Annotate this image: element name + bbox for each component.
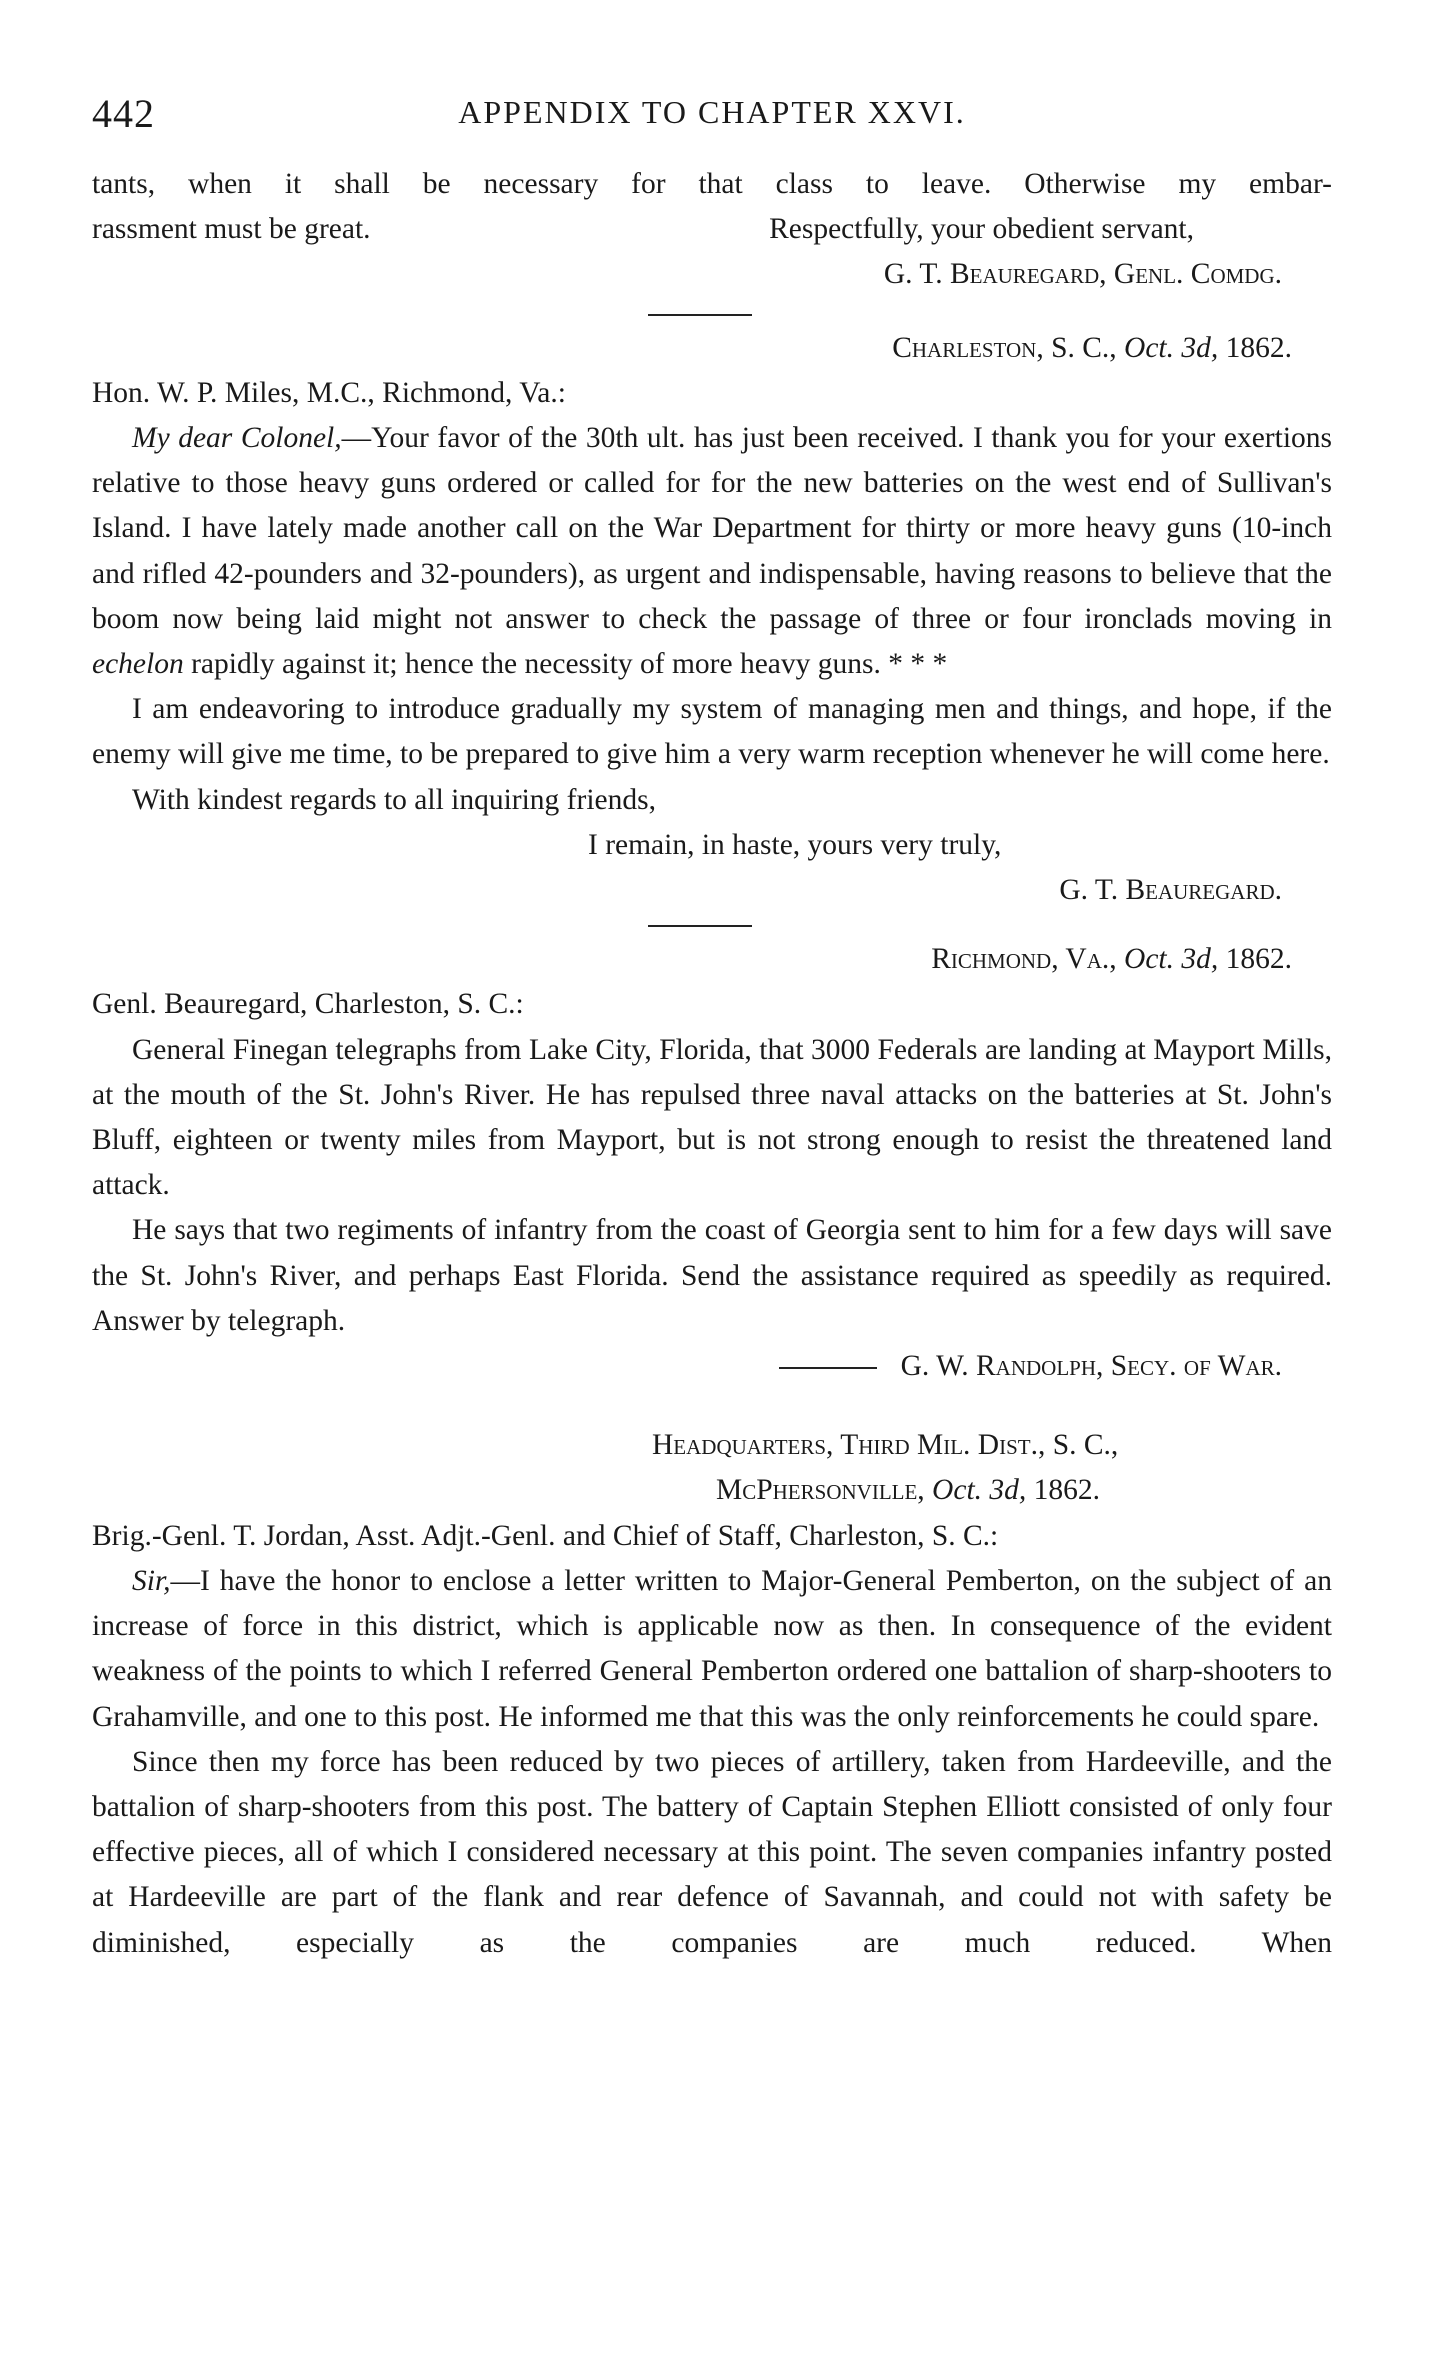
letter-miles <box>92 326 1332 914</box>
paragraph: I am endeavoring to introduce gradually my system of managing men and things, and hope, if the enemy will give me time, to be prepared to give him a very warm reception whenever he will come here. <box>92 693 1332 771</box>
paragraph-text: —I have the honor to enclose a letter written to Major-General Pemberton, on the subject of an increase of force in this district, which is applicable now as then. In consequence of the evident weakness of the points to which I referred General Pemberton ordered one battalion of sharp-shooters to Grahamville, and one to this post. He informed me that this was the only reinforcements he could spare. <box>92 1564 1332 1733</box>
closing-line: With kindest regards to all inquiring friends, <box>132 783 656 816</box>
signature: G. T. Beauregard, Genl. Comdg. <box>883 258 1282 291</box>
paragraph: Since then my force has been reduced by two pieces of artillery, taken from Hardeeville, and the battalion of sharp-shooters from this post. The battery of Captain Stephen Elliott consisted of only four effective pieces, all of which I considered necessary at this point. The seven companies infantry posted at Hardeeville are part of the flank and rear defence of Savannah, and could not with safety be diminished, especially as the companies are much reduced. When <box>92 1745 1332 1959</box>
addressee: Hon. W. P. Miles, M.C., Richmond, Va.: <box>92 376 566 409</box>
dateline-place: McPhersonville, <box>716 1474 925 1507</box>
closing-line: I remain, in haste, yours very truly, <box>588 828 1002 861</box>
letter-continued <box>92 162 1332 298</box>
addressee <box>92 982 1332 1027</box>
page-body <box>92 162 1332 1966</box>
signature: G. T. Beauregard. <box>1059 874 1282 907</box>
closing-row <box>92 207 1332 252</box>
dateline-place: Charleston, S. C., <box>892 331 1117 364</box>
section-rule <box>648 314 752 316</box>
paragraph <box>92 416 1332 687</box>
paragraph <box>92 1559 1332 1740</box>
paragraph-italic: echelon <box>92 648 184 681</box>
body-line: rassment must be great. <box>92 213 371 246</box>
salutation: Sir, <box>132 1564 171 1597</box>
paragraph-text: —Your favor of the 30th ult. has just been received. I thank you for your exertions relative to those heavy guns ordered or called for for the new batteries on the west end of Sullivan's Island. I have lately made another call on the War Department for thirty or more heavy guns (10-inch and rifled 42-pounders and 32-pounders), as urgent and indispensable, having reasons to believe that the boom now being laid might not answer to check the passage of three or four ironclads moving in <box>92 422 1332 635</box>
dateline-year: 1862. <box>1033 1474 1101 1507</box>
dateline <box>92 326 1292 371</box>
spacer <box>92 1389 1332 1423</box>
page-header <box>92 90 1332 146</box>
running-head: APPENDIX TO CHAPTER XXVI. <box>458 94 966 130</box>
dateline-place: Richmond, Va., <box>931 943 1117 976</box>
dateline <box>92 1468 1332 1513</box>
dateline-year: 1862. <box>1225 331 1292 364</box>
signature-row <box>92 1344 1282 1389</box>
signature: G. W. Randolph, Secy. of War. <box>900 1350 1282 1383</box>
paragraph: General Finegan telegraphs from Lake City, Florida, that 3000 Federals are landing at Mayport Mills, at the mouth of the St. John's River. He has repulsed three naval attacks on the batteries at St. John's Bluff, eighteen or twenty miles from Mayport, but is not strong enough to resist the threatened land attack. <box>92 1033 1332 1202</box>
paragraph: He says that two regiments of infantry from the coast of Georgia sent to him for a few days will save the St. John's River, and perhaps East Florida. Send the assistance required as speedily as required. Answer by telegraph. <box>92 1214 1332 1337</box>
dateline-date: Oct. 3d, <box>1124 331 1219 364</box>
complimentary-close: Respectfully, your obedient servant, <box>769 213 1194 246</box>
letter-randolph <box>92 937 1332 1389</box>
section-rule <box>648 925 752 927</box>
dateline <box>92 937 1292 982</box>
dateline: Headquarters, Third Mil. Dist., S. C., <box>652 1429 1119 1462</box>
page-number: 442 <box>92 91 155 136</box>
addressee-text: Genl. Beauregard, Charleston, S. C.: <box>92 988 524 1021</box>
dateline-date: Oct. 3d, <box>932 1474 1027 1507</box>
salutation: My dear Colonel, <box>132 422 342 455</box>
dateline-year: 1862. <box>1225 943 1292 976</box>
letter-jordan <box>92 1423 1332 1965</box>
paragraph-text: rapidly against it; hence the necessity of more heavy guns. * * * <box>183 648 948 681</box>
signature-rule <box>779 1367 877 1369</box>
addressee: Brig.-Genl. T. Jordan, Asst. Adjt.-Genl. and Chief of Staff, Charleston, S. C.: <box>92 1519 999 1552</box>
body-line: tants, when it shall be necessary for that class to leave. Otherwise my embar- <box>92 168 1332 200</box>
dateline-date: Oct. 3d, <box>1124 943 1219 976</box>
